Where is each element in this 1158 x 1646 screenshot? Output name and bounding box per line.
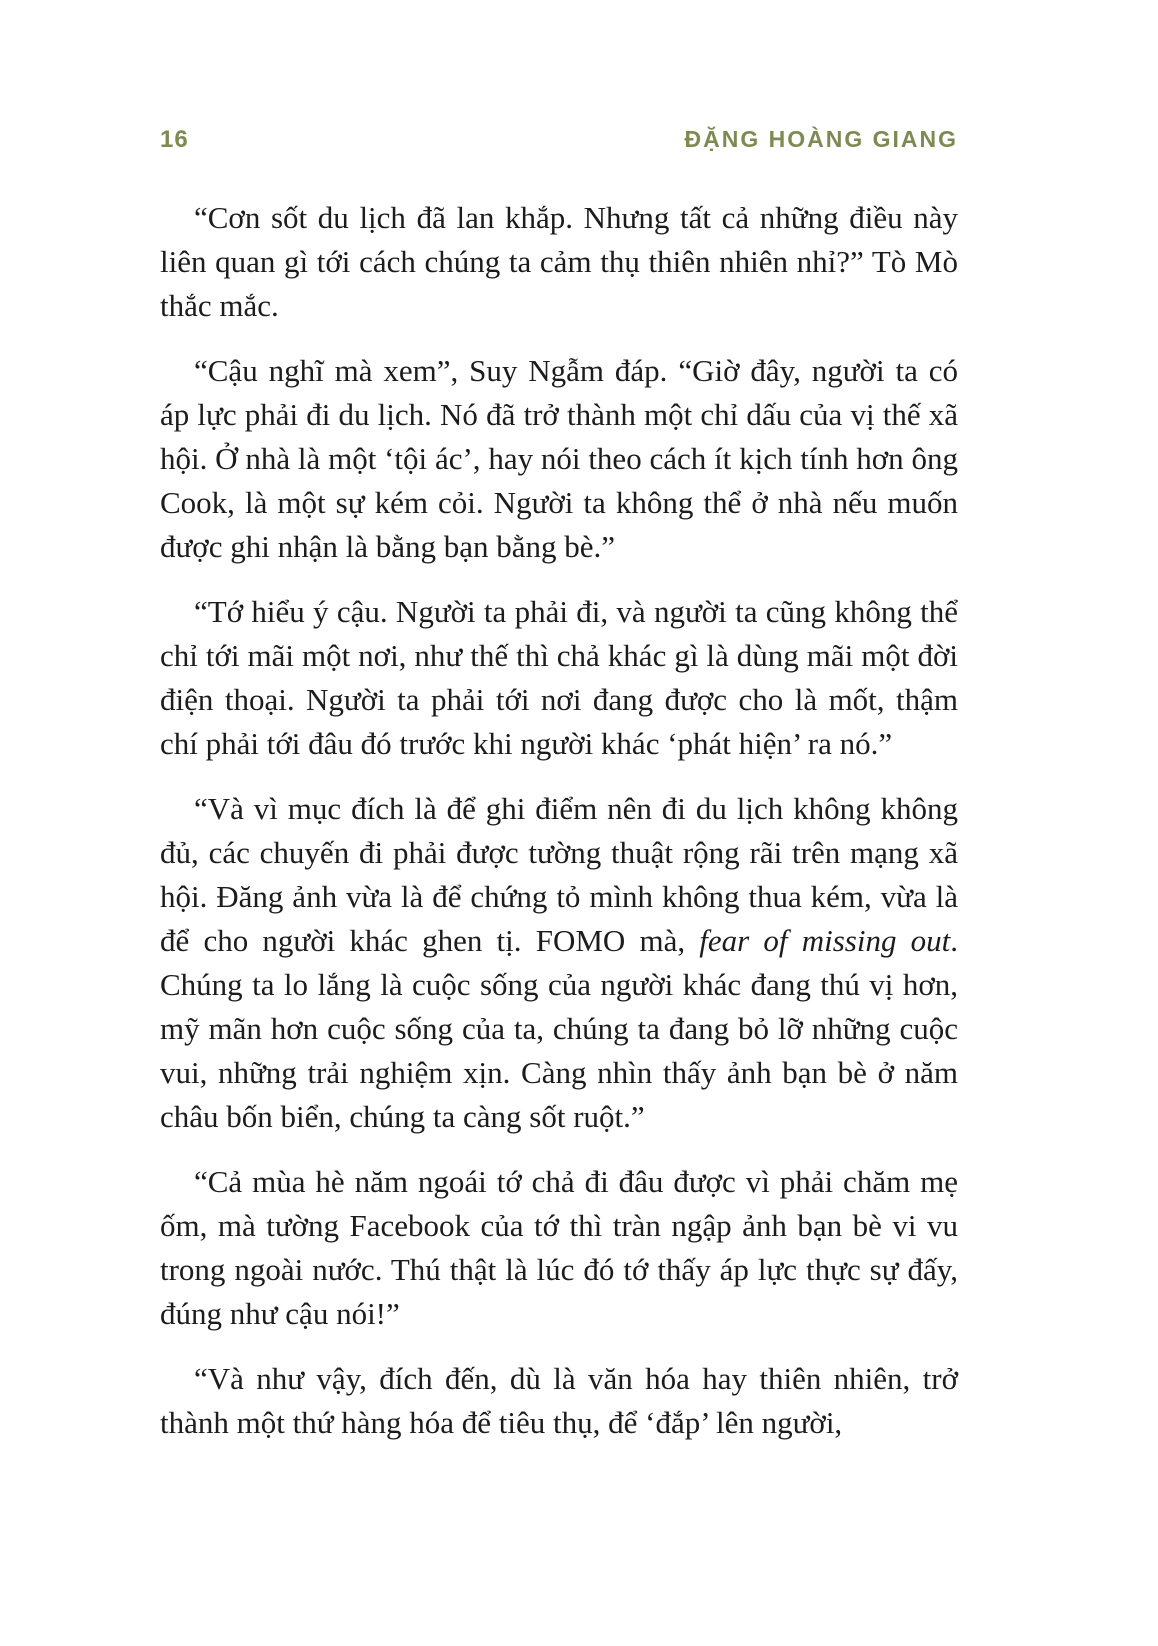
page-header: [160, 126, 958, 154]
text-run: “Cả mùa hè năm ngoái tớ chả đi đâu được vì phải chăm mẹ ốm, mà tường Facebook của tớ thì tràn ngập ảnh bạn bè vi vu trong ngoài nước. Thú thật là lúc đó tớ thấy áp lực thực sự đấy, đúng như cậu nói!”: [160, 1164, 958, 1331]
text-run: . Chúng ta lo lắng là cuộc sống của người khác đang thú vị hơn, mỹ mãn hơn cuộc sống của ta, chúng ta đang bỏ lỡ những cuộc vui, những trải nghiệm xịn. Càng nhìn thấy ảnh bạn bè ở năm châu bốn biển, chúng ta càng sốt ruột.”: [160, 923, 958, 1134]
text-run: “Tớ hiểu ý cậu. Người ta phải đi, và người ta cũng không thể chỉ tới mãi một nơi, như thế thì chả khác gì là dùng mãi một đời điện thoại. Người ta phải tới nơi đang được cho là mốt, thậm chí phải tới đâu đó trước khi người khác ‘phát hiện’ ra nó.”: [160, 594, 958, 761]
paragraph: [160, 349, 958, 569]
paragraph: [160, 1357, 958, 1445]
italic-text-run: fear of missing out: [699, 923, 951, 958]
body-text: [160, 196, 958, 1445]
text-run: “Cậu nghĩ mà xem”, Suy Ngẫm đáp. “Giờ đây, người ta có áp lực phải đi du lịch. Nó đã trở thành một chỉ dấu của vị thế xã hội. Ở nhà là một ‘tội ác’, hay nói theo cách ít kịch tính hơn ông Cook, là một sự kém cỏi. Người ta không thể ở nhà nếu muốn được ghi nhận là bằng bạn bằng bè.”: [160, 353, 958, 564]
paragraph: [160, 1160, 958, 1336]
text-run: “Cơn sốt du lịch đã lan khắp. Nhưng tất cả những điều này liên quan gì tới cách chúng ta cảm thụ thiên nhiên nhỉ?” Tò Mò thắc mắc.: [160, 200, 958, 323]
page-number: 16: [160, 126, 189, 153]
paragraph: [160, 590, 958, 766]
author-name: ĐẶNG HOÀNG GIANG: [684, 126, 958, 152]
text-run: “Và vì mục đích là để ghi điểm nên đi du lịch không không đủ, các chuyến đi phải được tường thuật rộng rãi trên mạng xã hội. Đăng ảnh vừa là để chứng tỏ mình không thua kém, vừa là để cho người khác ghen tị. FOMO mà,: [160, 791, 958, 958]
text-run: “Và như vậy, đích đến, dù là văn hóa hay thiên nhiên, trở thành một thứ hàng hóa để tiêu thụ, để ‘đắp’ lên người,: [160, 1361, 958, 1440]
paragraph: [160, 787, 958, 1139]
paragraph: [160, 196, 958, 328]
